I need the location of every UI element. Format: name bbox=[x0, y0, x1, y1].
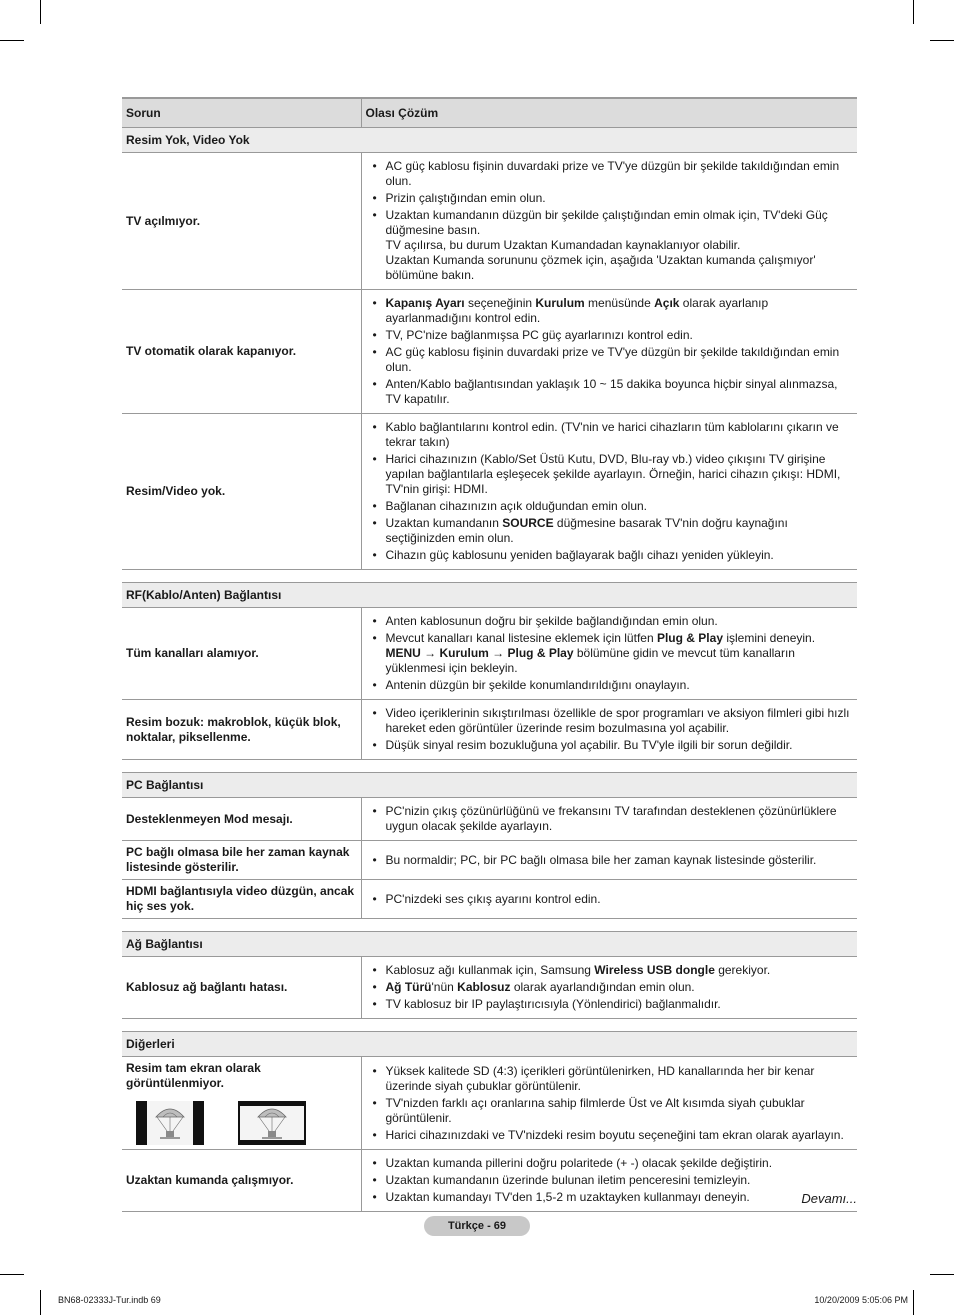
solution-item bbox=[386, 1190, 854, 1205]
table-row bbox=[122, 841, 857, 880]
solution-text: Yüksek kalitede SD (4:3) içerikleri görüntülenirken, HD kanallarında her bir kenar üzerinde siyah çubuklar görüntülenir. bbox=[385, 1063, 815, 1093]
solution-text: SOURCE bbox=[502, 516, 554, 530]
solution-list bbox=[366, 706, 854, 753]
solution-cell bbox=[361, 1057, 857, 1150]
solution-text: Harici cihazınızın (Kablo/Set Üstü Kutu, DVD, Blu-ray vb.) video çıkışını TV girişine yapılan bağlantılarla eşleşecek şekilde ayarlayın. Örneğin, harici cihazın çıkışı: HDMI, TV'nin girişi: HDMI. bbox=[385, 452, 841, 496]
aspect-ratio-illustrations bbox=[126, 1101, 357, 1145]
section-title: Resim Yok, Video Yok bbox=[122, 128, 857, 153]
section-spacer bbox=[122, 1019, 857, 1032]
table-row bbox=[122, 1057, 857, 1150]
solution-text: MENU → Kurulum → Plug & Play bbox=[385, 646, 574, 660]
problem-text: HDMI bağlantısıyla video düzgün, ancak hiç ses yok. bbox=[126, 884, 355, 913]
table-body bbox=[122, 128, 857, 1212]
problem-text: Tüm kanalları alamıyor. bbox=[126, 646, 259, 660]
solution-text: Kablosuz bbox=[457, 980, 511, 994]
section-title: Ağ Bağlantısı bbox=[122, 932, 857, 957]
solution-text: PC'nizin çıkış çözünürlüğünü ve frekansını TV tarafından desteklenen çözünürlüklere uygun olacak şekilde ayarlayın. bbox=[385, 804, 837, 833]
solution-text: Uzaktan Kumanda sorununu çözmek için, aşağıda 'Uzaktan kumanda çalışmıyor' bölümüne bakın. bbox=[385, 253, 816, 282]
problem-text: Resim/Video yok. bbox=[126, 484, 226, 498]
solution-text: TV kablosuz bir IP paylaştırıcısıyla (Yönlendirici) bağlanmalıdır. bbox=[385, 997, 721, 1011]
crop-mark bbox=[40, 0, 41, 24]
problem-cell bbox=[122, 798, 361, 841]
solution-text: olarak ayarlanıp ayarlanmadığını kontrol edin. bbox=[385, 296, 769, 325]
solution-text: Düşük sinyal resim bozukluğuna yol açabilir. Bu TV'yle ilgili bir sorun değildir. bbox=[385, 738, 793, 752]
solution-text: Antenin düzgün bir şekilde konumlandırıldığını onaylayın. bbox=[385, 678, 690, 692]
solution-text: Bu normaldir; PC, bir PC bağlı olmasa bile her zaman kaynak listesinde gösterilir. bbox=[385, 852, 817, 867]
solution-list bbox=[366, 1064, 854, 1143]
solution-item bbox=[386, 1173, 854, 1188]
table-row bbox=[122, 798, 857, 841]
solution-cell bbox=[361, 841, 857, 880]
solution-item bbox=[386, 706, 854, 736]
solution-item bbox=[386, 548, 854, 563]
solution-item bbox=[386, 631, 854, 676]
solution-text: Mevcut kanalları kanal listesine eklemek için lütfen bbox=[385, 631, 657, 645]
solution-text: 'nün bbox=[431, 980, 458, 994]
problem-cell bbox=[122, 880, 361, 919]
solution-text: AC güç kablosu fişinin duvardaki prize ve TV'ye düzgün bir şekilde takıldığından emin olun. bbox=[385, 159, 840, 188]
problem-text: TV otomatik olarak kapanıyor. bbox=[126, 344, 297, 358]
section-spacer bbox=[122, 760, 857, 773]
problem-text: Desteklenmeyen Mod mesajı. bbox=[126, 811, 293, 826]
solution-text: Prizin çalıştığından emin olun. bbox=[385, 191, 546, 205]
solution-item bbox=[386, 980, 854, 995]
solution-item bbox=[386, 1064, 854, 1094]
problem-text: Kablosuz ağ bağlantı hatası. bbox=[126, 980, 288, 994]
crop-mark bbox=[0, 40, 24, 41]
crop-mark bbox=[0, 1274, 24, 1275]
section-header-row bbox=[122, 583, 857, 608]
solution-text: Kablosuz ağı kullanmak için, Samsung bbox=[385, 963, 595, 977]
solution-text: Kurulum bbox=[535, 296, 585, 310]
solution-item bbox=[386, 345, 854, 375]
solution-item bbox=[386, 191, 854, 206]
solution-text: menüsünde bbox=[584, 296, 655, 310]
header-problem: Sorun bbox=[122, 98, 361, 128]
solution-cell bbox=[361, 414, 857, 570]
table-row bbox=[122, 608, 857, 700]
problem-cell bbox=[122, 1057, 361, 1150]
solution-text: Plug & Play bbox=[656, 631, 723, 645]
problem-text: Resim tam ekran olarak görüntülenmiyor. bbox=[126, 1061, 261, 1090]
header-solution: Olası Çözüm bbox=[361, 98, 857, 128]
crop-mark bbox=[40, 1290, 41, 1315]
solution-text: Bağlanan cihazınızın açık olduğundan emin olun. bbox=[385, 499, 648, 513]
solution-item bbox=[386, 499, 854, 514]
solution-text: PC'nizdeki ses çıkış ayarını kontrol edin. bbox=[385, 891, 601, 906]
problem-cell bbox=[122, 700, 361, 760]
solution-list bbox=[366, 614, 854, 693]
problem-text: Uzaktan kumanda çalışmıyor. bbox=[126, 1173, 294, 1187]
solution-text: Wireless USB dongle bbox=[594, 963, 715, 977]
section-header-row bbox=[122, 773, 857, 798]
solution-text: TV'nizden farklı açı oranlarına sahip filmlerde Üst ve Alt kısımda siyah çubuklar görüntülenir. bbox=[385, 1095, 805, 1125]
solution-text: Kablo bağlantılarını kontrol edin. (TV'nin ve harici cihazların tüm kablolarını çıkarın ve tekrar takın) bbox=[385, 420, 839, 449]
solution-text: Açık bbox=[654, 296, 680, 310]
problem-cell bbox=[122, 153, 361, 290]
solution-text: Harici cihazınızdaki ve TV'nizdeki resim boyutu seçeneğini tam ekran olarak ayarlayın. bbox=[385, 1127, 844, 1142]
solution-list bbox=[366, 159, 854, 283]
problem-text: PC bağlı olmasa bile her zaman kaynak listesinde gösterilir. bbox=[126, 845, 350, 874]
tv-pillarbox-icon bbox=[136, 1101, 204, 1145]
solution-cell bbox=[361, 1150, 857, 1212]
section-spacer bbox=[122, 919, 857, 932]
crop-mark bbox=[930, 40, 954, 41]
solution-list bbox=[366, 963, 854, 1012]
solution-item bbox=[386, 853, 854, 868]
solution-item bbox=[386, 738, 854, 753]
table-row bbox=[122, 957, 857, 1019]
solution-text: işlemini deneyin. bbox=[723, 631, 816, 645]
solution-item bbox=[386, 1096, 854, 1126]
solution-text: Anten/Kablo bağlantısından yaklaşık 10 ~ 15 dakika boyunca hiçbir sinyal alınmazsa, TV kapatılır. bbox=[385, 377, 838, 406]
problem-cell bbox=[122, 608, 361, 700]
solution-text: düğmesine basarak TV'nin doğru kaynağını seçtiğinizden emin olun. bbox=[385, 516, 788, 545]
solution-item bbox=[386, 963, 854, 978]
solution-cell bbox=[361, 608, 857, 700]
solution-text: bölümüne gidin ve mevcut tüm kanalların yüklenmesi için bekleyin. bbox=[385, 646, 795, 675]
solution-item bbox=[386, 804, 854, 834]
solution-item bbox=[386, 159, 854, 189]
solution-text: Anten kablosunun doğru bir şekilde bağlandığından emin olun. bbox=[385, 614, 718, 628]
solution-cell bbox=[361, 700, 857, 760]
solution-item bbox=[386, 892, 854, 907]
solution-item bbox=[386, 1156, 854, 1171]
solution-list bbox=[366, 420, 854, 563]
section-header-row bbox=[122, 128, 857, 153]
solution-cell bbox=[361, 153, 857, 290]
problem-cell bbox=[122, 1150, 361, 1212]
table-row bbox=[122, 1150, 857, 1212]
solution-text: TV açılırsa, bu durum Uzaktan Kumandadan kaynaklanıyor olabilir. bbox=[385, 238, 741, 252]
solution-text: TV, PC'nize bağlanmışsa PC güç ayarlarınızı kontrol edin. bbox=[385, 328, 693, 342]
solution-item bbox=[386, 208, 854, 283]
problem-text: TV açılmıyor. bbox=[126, 213, 201, 228]
solution-item bbox=[386, 997, 854, 1012]
footer-timestamp: 10/20/2009 5:05:06 PM bbox=[814, 1295, 908, 1305]
solution-list bbox=[366, 804, 854, 834]
solution-text: gerekiyor. bbox=[714, 963, 771, 977]
troubleshooting-table bbox=[122, 97, 857, 1212]
solution-list bbox=[366, 1156, 854, 1205]
solution-text: Video içeriklerinin sıkıştırılması özellikle de spor programları ve aksiyon filmleri gibi hızlı hareket eden görüntüler üzerinde resim bozulmasına yol açabilir. bbox=[385, 706, 850, 735]
section-header-row bbox=[122, 932, 857, 957]
solution-item bbox=[386, 420, 854, 450]
table-row bbox=[122, 880, 857, 919]
problem-cell bbox=[122, 414, 361, 570]
solution-item bbox=[386, 678, 854, 693]
table-row bbox=[122, 700, 857, 760]
solution-text: Uzaktan kumandanın üzerinde bulunan iletim penceresini temizleyin. bbox=[385, 1173, 751, 1187]
table-row bbox=[122, 290, 857, 414]
solution-list bbox=[366, 296, 854, 407]
table-header-row bbox=[122, 98, 857, 128]
solution-item bbox=[386, 296, 854, 326]
section-title: Diğerleri bbox=[122, 1032, 857, 1057]
solution-text: Cihazın güç kablosunu yeniden bağlayarak bağlı cihazı yeniden yükleyin. bbox=[385, 548, 774, 562]
solution-text: Kapanış Ayarı bbox=[385, 296, 465, 310]
problem-cell bbox=[122, 290, 361, 414]
table-row bbox=[122, 414, 857, 570]
solution-item bbox=[386, 328, 854, 343]
solution-text: AC güç kablosu fişinin duvardaki prize ve TV'ye düzgün bir şekilde takıldığından emin olun. bbox=[385, 345, 840, 374]
section-header-row bbox=[122, 1032, 857, 1057]
solution-cell bbox=[361, 880, 857, 919]
solution-list bbox=[366, 853, 854, 868]
solution-text: Uzaktan kumandanın bbox=[385, 516, 503, 530]
crop-mark bbox=[913, 0, 914, 24]
solution-text: olarak ayarlandığından emin olun. bbox=[510, 980, 695, 994]
solution-list bbox=[366, 892, 854, 907]
solution-cell bbox=[361, 798, 857, 841]
table-row bbox=[122, 153, 857, 290]
problem-cell bbox=[122, 841, 361, 880]
problem-cell bbox=[122, 957, 361, 1019]
problem-text: Resim bozuk: makroblok, küçük blok, noktalar, piksellenme. bbox=[126, 714, 341, 744]
solution-item bbox=[386, 377, 854, 407]
crop-mark bbox=[913, 1290, 914, 1315]
solution-text: Uzaktan kumandanın düzgün bir şekilde çalıştığından emin olmak için, TV'deki Güç düğmesine basın. bbox=[385, 208, 828, 237]
section-spacer bbox=[122, 570, 857, 583]
page-number-badge: Türkçe - 69 bbox=[424, 1216, 530, 1236]
crop-mark bbox=[930, 1274, 954, 1275]
continued-label: Devamı... bbox=[801, 1191, 857, 1206]
footer-file-info: BN68-02333J-Tur.indb 69 bbox=[58, 1295, 161, 1305]
section-title: PC Bağlantısı bbox=[122, 773, 857, 798]
solution-item bbox=[386, 452, 854, 497]
solution-cell bbox=[361, 290, 857, 414]
section-title: RF(Kablo/Anten) Bağlantısı bbox=[122, 583, 857, 608]
solution-text: Uzaktan kumanda pillerini doğru polaritede (+ -) olacak şekilde değiştirin. bbox=[385, 1156, 773, 1170]
solution-text: Uzaktan kumandayı TV'den 1,5-2 m uzaktayken kullanmayı deneyin. bbox=[385, 1190, 750, 1204]
solution-item bbox=[386, 516, 854, 546]
solution-item bbox=[386, 1128, 854, 1143]
solution-text: Ağ Türü bbox=[385, 980, 432, 994]
solution-text: seçeneğinin bbox=[464, 296, 536, 310]
tv-letterbox-icon bbox=[238, 1101, 306, 1145]
solution-cell bbox=[361, 957, 857, 1019]
solution-item bbox=[386, 614, 854, 629]
